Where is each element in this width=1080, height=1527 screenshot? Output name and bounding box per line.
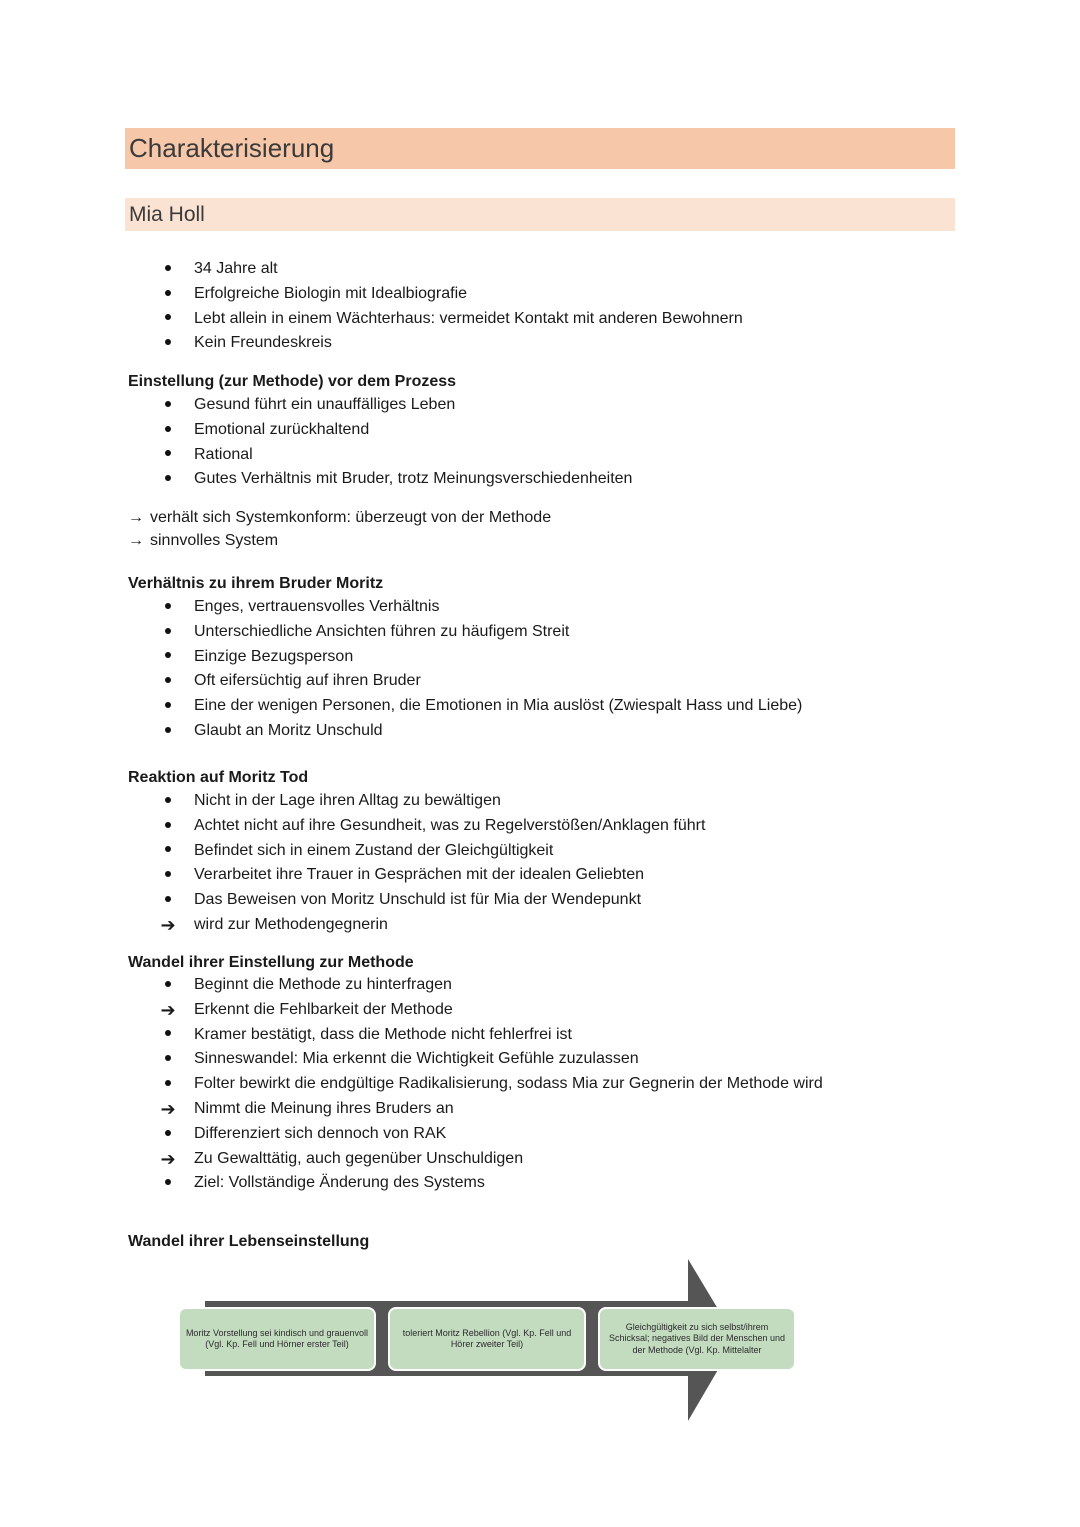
list-item: Differenziert sich dennoch von RAK <box>128 1122 823 1147</box>
list-item: Beginnt die Methode zu hinterfragen <box>128 973 823 998</box>
list-item: Emotional zurückhaltend <box>128 418 632 443</box>
right-arrow-icon: ➔ <box>160 999 176 1020</box>
right-arrow-icon: ➔ <box>160 1148 176 1169</box>
bullet-icon <box>158 669 178 694</box>
einstellung-conclusions <box>128 507 551 552</box>
list-item: Oft eifersüchtig auf ihren Bruder <box>128 669 802 694</box>
bullet-icon <box>158 1122 178 1147</box>
bullet-icon <box>158 393 178 418</box>
list-item: Unterschiedliche Ansichten führen zu häufigem Streit <box>128 620 802 645</box>
list-item: Kramer bestätigt, dass die Methode nicht fehlerfrei ist <box>128 1023 823 1048</box>
tod-list <box>128 789 705 938</box>
list-item: Achtet nicht auf ihre Gesundheit, was zu Regelverstößen/Anklagen führt <box>128 814 705 839</box>
list-item: Ziel: Vollständige Änderung des Systems <box>128 1171 823 1196</box>
bullet-icon <box>158 645 178 670</box>
process-step-2: toleriert Moritz Rebellion (Vgl. Kp. Fell und Hörer zweiter Teil) <box>388 1307 586 1371</box>
list-item: Folter bewirkt die endgültige Radikalisierung, sodass Mia zur Gegnerin der Methode wird <box>128 1072 823 1097</box>
list-item: Kein Freundeskreis <box>128 331 743 356</box>
bullet-icon <box>158 595 178 620</box>
bullet-icon <box>158 257 178 282</box>
right-arrow-icon: → <box>128 509 144 526</box>
list-item: ➔ Erkennt die Fehlbarkeit der Methode <box>128 998 823 1023</box>
list-item: Verarbeitet ihre Trauer in Gesprächen mit der idealen Geliebten <box>128 863 705 888</box>
list-item: Glaubt an Moritz Unschuld <box>128 719 802 744</box>
bullet-icon <box>158 467 178 492</box>
bullet-icon <box>158 331 178 356</box>
bullet-icon <box>158 443 178 468</box>
bullet-icon <box>158 814 178 839</box>
bullet-icon <box>158 307 178 332</box>
list-item: Nicht in der Lage ihren Alltag zu bewältigen <box>128 789 705 814</box>
wandel-list <box>128 973 823 1196</box>
subtitle-band <box>125 198 955 231</box>
page-title-band <box>125 128 955 169</box>
list-item: 34 Jahre alt <box>128 257 743 282</box>
list-item: ➔ Zu Gewalttätig, auch gegenüber Unschuldigen <box>128 1147 823 1172</box>
right-arrow-icon: ➔ <box>160 1098 176 1119</box>
einstellung-list <box>128 393 632 492</box>
bullet-icon <box>158 1023 178 1048</box>
bullet-icon <box>158 418 178 443</box>
list-item: Gutes Verhältnis mit Bruder, trotz Meinungsverschiedenheiten <box>128 467 632 492</box>
bullet-icon <box>158 789 178 814</box>
list-item: ➔ wird zur Methodengegnerin <box>128 913 705 938</box>
bruder-list <box>128 595 802 744</box>
conclusion-line: → sinnvolles System <box>128 531 279 549</box>
bullet-icon <box>158 1171 178 1196</box>
section-heading-tod: Reaktion auf Moritz Tod <box>128 769 309 786</box>
list-item: Befindet sich in einem Zustand der Gleichgültigkeit <box>128 839 705 864</box>
section-heading-bruder: Verhältnis zu ihrem Bruder Moritz <box>128 575 384 592</box>
right-arrow-icon: ➔ <box>160 914 176 935</box>
bullet-icon <box>158 863 178 888</box>
life-attitude-process-diagram <box>178 1257 798 1423</box>
bullet-icon <box>158 888 178 913</box>
list-item: Sinneswandel: Mia erkennt die Wichtigkeit Gefühle zuzulassen <box>128 1047 823 1072</box>
bullet-icon <box>158 839 178 864</box>
list-item: Gesund führt ein unauffälliges Leben <box>128 393 632 418</box>
bullet-icon <box>158 1072 178 1097</box>
list-item: Das Beweisen von Moritz Unschuld ist für Mia der Wendepunkt <box>128 888 705 913</box>
section-heading-wandel: Wandel ihrer Einstellung zur Methode <box>128 954 414 971</box>
bullet-icon <box>158 719 178 744</box>
list-item: Rational <box>128 443 632 468</box>
list-item: Lebt allein in einem Wächterhaus: vermeidet Kontakt mit anderen Bewohnern <box>128 307 743 332</box>
list-item: Erfolgreiche Biologin mit Idealbiografie <box>128 282 743 307</box>
list-item: ➔ Nimmt die Meinung ihres Bruders an <box>128 1097 823 1122</box>
bullet-icon <box>158 282 178 307</box>
process-step-1: Moritz Vorstellung sei kindisch und grauenvoll (Vgl. Kp. Fell und Hörner erster Teil) <box>178 1307 376 1371</box>
process-step-3: Gleichgültigkeit zu sich selbst/ihrem Schicksal; negatives Bild der Menschen und der Methode (Vgl. Kp. Mittelalter <box>598 1307 796 1371</box>
bullet-icon <box>158 1047 178 1072</box>
right-arrow-icon: → <box>128 531 144 549</box>
section-heading-einstellung: Einstellung (zur Methode) vor dem Prozess <box>128 373 457 390</box>
bullet-icon <box>158 620 178 645</box>
list-item: Eine der wenigen Personen, die Emotionen in Mia auslöst (Zwiespalt Hass und Liebe) <box>128 694 802 719</box>
page-subtitle: Mia Holl <box>129 202 205 226</box>
list-item: Enges, vertrauensvolles Verhältnis <box>128 595 802 620</box>
page-title: Charakterisierung <box>129 133 335 163</box>
intro-list <box>128 257 743 356</box>
conclusion-line: → verhält sich Systemkonform: überzeugt von der Methode <box>128 509 552 526</box>
list-item: Einzige Bezugsperson <box>128 645 802 670</box>
bullet-icon <box>158 973 178 998</box>
bullet-icon <box>158 694 178 719</box>
section-heading-leben: Wandel ihrer Lebenseinstellung <box>128 1233 370 1250</box>
